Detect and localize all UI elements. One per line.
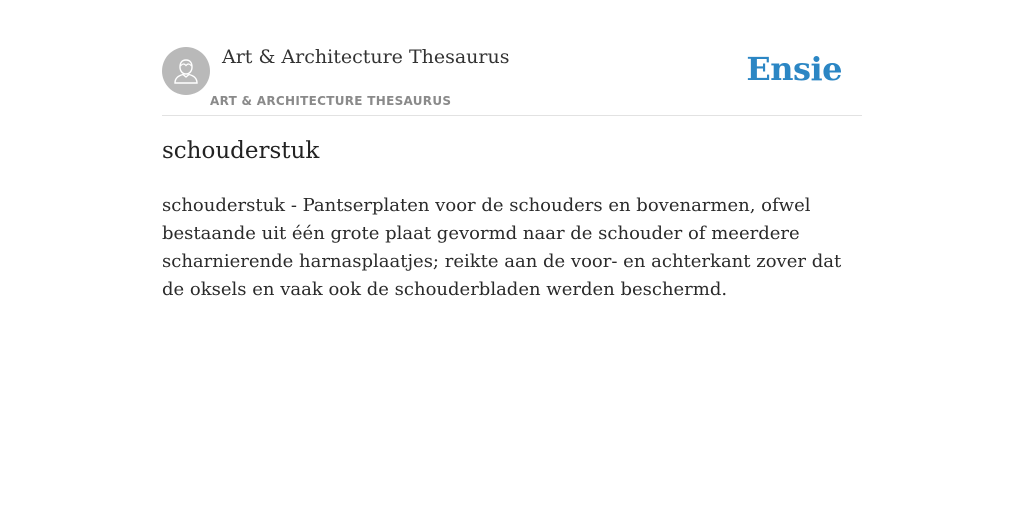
entry-title: schouderstuk bbox=[162, 138, 320, 164]
author-subtitle[interactable]: ART & ARCHITECTURE THESAURUS bbox=[210, 94, 452, 108]
header bbox=[162, 40, 862, 116]
author-name[interactable]: Art & Architecture Thesaurus bbox=[222, 46, 510, 68]
brand-logo[interactable]: Ensie bbox=[746, 50, 842, 88]
avatar[interactable] bbox=[162, 47, 210, 95]
user-icon bbox=[171, 56, 201, 86]
entry-body: schouderstuk - Pantserplaten voor de schouders en bovenarmen, ofwel bestaande uit één grote plaat gevormd naar de schouder of meerdere scharnierende harnasplaatjes; reikte aan de voor- en achterkant zover dat de oksels en vaak ook de schouderbladen werden beschermd. bbox=[162, 195, 842, 300]
